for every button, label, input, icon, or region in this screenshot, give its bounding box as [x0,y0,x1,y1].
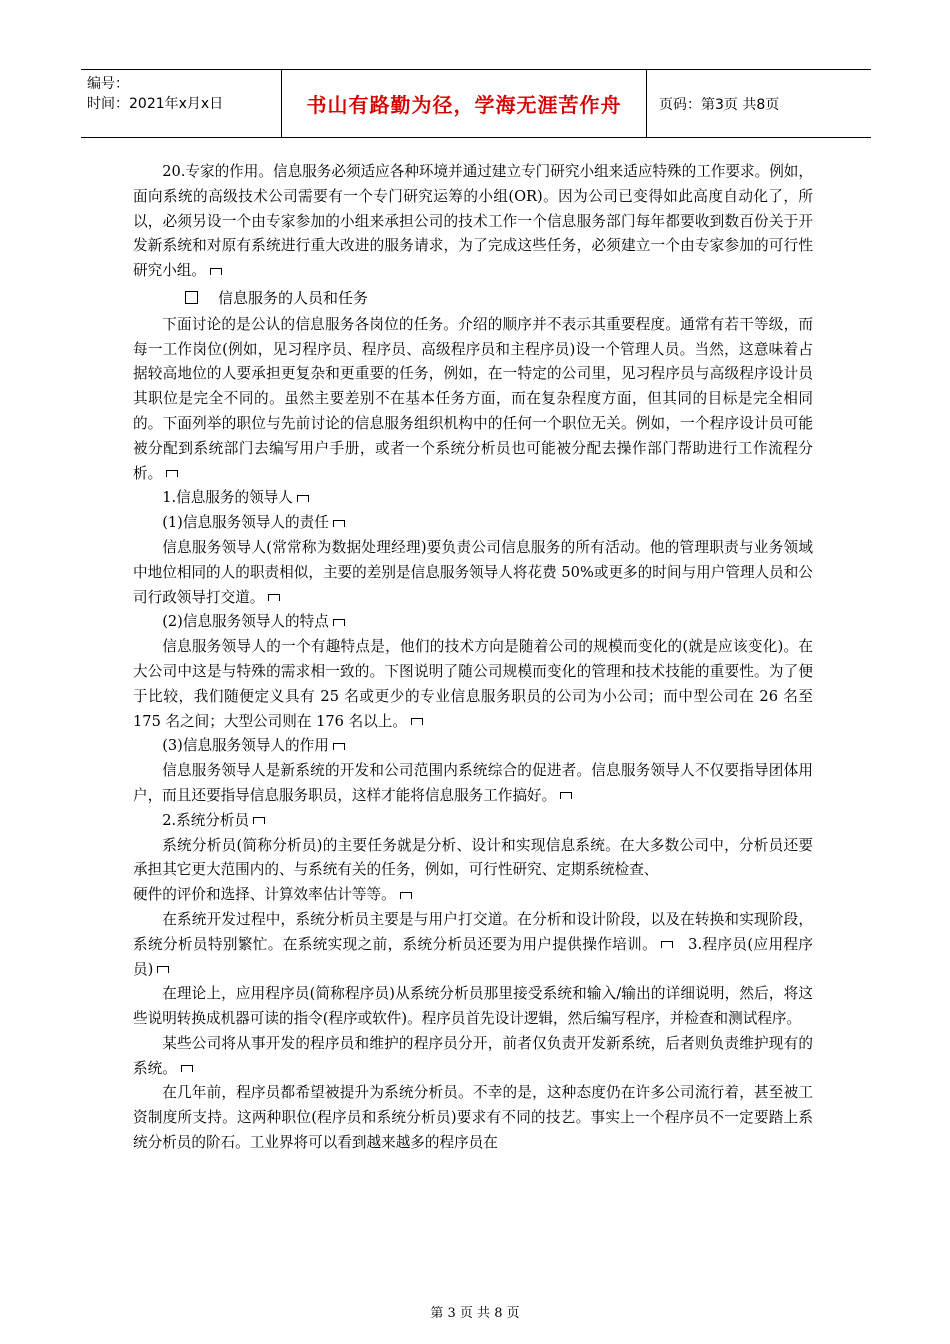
subheading [133,734,813,759]
header-page-cell [647,70,871,137]
paragraph [133,883,813,908]
section-heading [133,286,813,311]
paragraph-mark-icon [166,470,178,477]
paragraph-mark-icon [157,966,169,973]
paragraph-mark-icon [400,892,412,899]
paragraph-text: 下面讨论的是公认的信息服务各岗位的任务。介绍的顺序并不表示其重要程度。通常有若干等级，而每一工作岗位(例如，见习程序员、程序员、高级程序员和主程序员)设一个管理人员。当然，这意味着占据较高地位的人要承担更复杂和更重要的任务，例如，在一特定的公司里，见习程序员与高级程序设计员其职位是完全不同的。虽然主要差别不在基本任务方面，而在复杂程度方面，但其同的目标是完全相同的。下面列举的职位与先前讨论的信息服务组织机构中的任何一个职位无关。例如，一个程序设计员可能被分配到系统部门去编写用户手册，或者一个系统分析员也可能被分配去操作部门帮助进行工作流程分析。 [133,315,813,482]
page-header [81,69,871,138]
paragraph [133,536,813,610]
paragraph-text: 20.专家的作用。信息服务必须适应各种环境并通过建立专门研究小组来适应特殊的工作要求。例如，面向系统的高级技术公司需要有一个专门研究运筹的小组(OR)。因为公司已变得如此高度自动化了，所以，必须另设一个由专家参加的小组来承担公司的技术工作一个信息服务部门每年都要收到数百份关于开发新系统和对原有系统进行重大改进的服务请求，为了完成这些任务，必须建立一个由专家参加的可行性研究小组。 [133,163,813,280]
paragraph-text: 在理论上，应用程序员(简称程序员)从系统分析员那里接受系统和输入/输出的详细说明，然后，将这些说明转换成机器可读的指令(程序或软件)。程序员首先设计逻辑，然后编写程序，并检查和测试程序。 [133,985,813,1028]
paragraph [133,834,813,884]
header-left-cell [81,70,281,137]
paragraph-text: 某些公司将从事开发的程序员和维护的程序员分开，前者仅负责开发新系统，后者则负责维护现有的系统。 [133,1034,813,1077]
paragraph-text: 信息服务领导人的一个有趣特点是，他们的技术方向是随着公司的规模而变化的(就是应该变化)。在大公司中这是与特殊的需求相一致的。下图说明了随公司规模而变化的管理和技术技能的重要性。为了便于比较，我们随便定义具有 25 名或更少的专业信息服务职员的公司为小公司；而中型公司在 26 名至 175 名之间；大型公司则在 176 名以上。 [133,638,813,730]
page-footer: 第 3 页 共 8 页 [430,1306,520,1321]
subheading [133,610,813,635]
paragraph-text: 硬件的评价和选择、计算效率估计等等。 [133,886,396,904]
paragraph [133,635,813,734]
paragraph [133,313,813,487]
subheading-text: 3.程序员(应用程序员) [133,935,813,978]
paragraph-mark-icon [253,817,265,824]
subheading-text: 2.系统分析员 [162,811,250,829]
header-page-info: 页码：第3页 共8页 [659,96,780,113]
subheading-text: (1)信息服务领导人的责任 [162,514,329,532]
paragraph [133,759,813,809]
document-number-label: 编号： [87,76,129,92]
checkbox-square-icon [185,291,198,304]
paragraph [133,908,813,982]
paragraph-mark-icon [333,619,345,626]
header-motto: 书山有路勤为径，学海无涯苦作舟 [306,93,622,117]
paragraph-mark-icon [268,594,280,601]
paragraph-mark-icon [333,520,345,527]
document-body [133,160,813,1156]
paragraph-text: 在系统开发过程中，系统分析员主要是与用户打交道。在分析和设计阶段，以及在转换和实现阶段，系统分析员特别繁忙。在系统实现之前，系统分析员还要为用户提供操作培训。 [133,910,813,953]
paragraph-text: 系统分析员(简称分析员)的主要任务就是分析、设计和实现信息系统。在大多数公司中，分析员还要承担其它更大范围内的、与系统有关的任务，例如，可行性研究、定期系统检查、 [133,836,813,879]
subheading [133,809,813,834]
paragraph-mark-icon [411,718,423,725]
paragraph-mark-icon [333,743,345,750]
paragraph-mark-icon [181,1065,193,1072]
paragraph [133,982,813,1032]
paragraph-mark-icon [297,495,309,502]
subheading-text: (2)信息服务领导人的特点 [162,613,329,631]
paragraph-text: 信息服务领导人是新系统的开发和公司范围内系统综合的促进者。信息服务领导人不仅要指导团体用户，而且还要指导信息服务职员，这样才能将信息服务工作搞好。 [133,762,813,804]
document-date: 时间：2021年x月x日 [87,96,224,112]
paragraph [133,1032,813,1082]
subheading [133,486,813,511]
paragraph [133,160,813,284]
header-motto-cell [281,70,647,137]
paragraph [133,1081,813,1155]
subheading-text: (3)信息服务领导人的作用 [162,737,329,755]
paragraph-mark-icon [210,268,222,275]
paragraph-text: 在几年前，程序员都希望被提升为系统分析员。不幸的是，这种态度仍在许多公司流行着，甚至被工资制度所支持。这两种职位(程序员和系统分析员)要求有不同的技艺。事实上一个程序员不一定要踏上系统分析员的阶石。工业界将可以看到越来越多的程序员在 [133,1084,813,1152]
paragraph-text: 信息服务领导人(常常称为数据处理经理)要负责公司信息服务的所有活动。他的管理职责与业务领域中地位相同的人的职责相似，主要的差别是信息服务领导人将花费 50%或更多的时间与用户管理人员和公司行政领导打交道。 [133,538,813,606]
paragraph-mark-icon [661,941,673,948]
subheading-text: 1.信息服务的领导人 [162,489,293,507]
subheading [133,511,813,536]
section-heading-text: 信息服务的人员和任务 [218,288,369,307]
paragraph-mark-icon [560,792,572,799]
